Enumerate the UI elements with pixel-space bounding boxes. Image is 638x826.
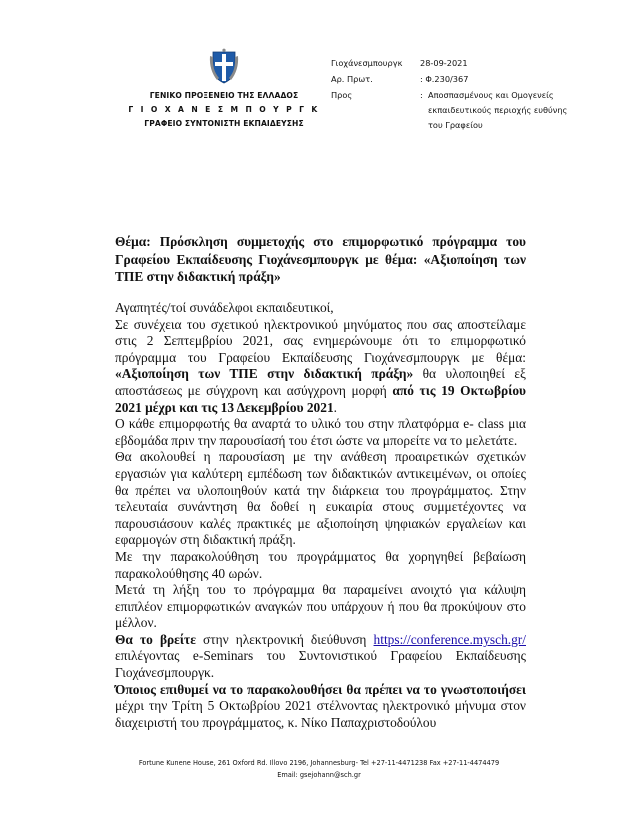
paragraph-availability: Μετά τη λήξη του το πρόγραμμα θα παραμείνει ανοιχτό για κάλυψη επιπλέον επιμορφωτικών αναγκών που υπάρχουν ή που θα προκύψουν στο μέλλον. [115, 582, 526, 631]
footer-address: Fortune Kunene House, 261 Oxford Rd. Illovo 2196, Johannesburg- Tel +27-11-4471238 Fax +27-11-4474479 [138, 759, 500, 767]
paragraph-eclass: Ο κάθε επιμορφωτής θα αναρτά το υλικό του στην πλατφόρμα e- class μια εβδομάδα πριν την παρουσίασή του έτσι ώστε να μπορείτε να το μελετάτε. [115, 416, 526, 448]
recipient-label: Προς [331, 90, 353, 100]
recipient-colon: : [420, 90, 423, 100]
issuer-office: ΓΡΑΦΕΙΟ ΣΥΝΤΟΝΙΣΤΗ ΕΚΠΑΙΔΕΥΣΗΣ [144, 119, 304, 128]
issuer-city: Γ Ι Ο Χ Α Ν Ε Σ Μ Π Ο Υ Ρ Γ Κ [128, 105, 320, 114]
conference-link[interactable]: https://conference.mysch.gr/ [373, 631, 526, 647]
letter-date: 28-09-2021 [420, 58, 468, 68]
place-label: Γιοχάνεσμπουργκ [331, 58, 403, 68]
greek-coat-of-arms-icon [209, 48, 239, 86]
access-text: στην ηλεκτρονική διεύθυνση [195, 631, 374, 647]
subject-line: Θέμα: Πρόσκληση συμμετοχής στο επιμορφωτικό πρόγραμμα του Γραφείου Εκπαίδευσης Γιοχάνεσμπουργκ με θέμα: «Αξιοποίηση των ΤΠΕ στην διδακτική πράξη» [115, 234, 526, 284]
access-lead: Θα το βρείτε [115, 631, 196, 647]
issuer-block [118, 89, 330, 131]
paragraph-certificate: Με την παρακολούθηση του προγράμματος θα χορηγηθεί βεβαίωση παρακολούθησης 40 ωρών. [115, 548, 526, 581]
protocol-label: Αρ. Πρωτ. [331, 74, 373, 84]
announcement-text: Σε συνέχεια του σχετικού ηλεκτρονικού μηνύματος που σας αποστείλαμε στις 2 Σεπτεμβρίου 2021, σας ενημερώνουμε ότι το επιμορφωτικό πρόγραμμα του Γραφείου Εκπαίδευσης Γιοχάνεσμπουργκ με θέμα: [115, 316, 526, 365]
paragraph-registration [115, 682, 526, 732]
announcement-end: . [333, 399, 338, 415]
announcement-mode: θα υλοποιηθεί εξ αποστάσεως με σύγχρονη και ασύγχρονη μορφή [115, 366, 526, 398]
recipients: Αποσπασμένους και Ομογενείς εκπαιδευτικούς περιοχής ευθύνης του Γραφείου [428, 90, 568, 130]
access-text-end: επιλέγοντας e-Seminars του Συντονιστικού Γραφείου Εκπαίδευσης Γιοχάνεσμπουργκ. [115, 648, 526, 681]
greeting: Αγαπητές/τοί συνάδελφοι εκπαιδευτικοί, [115, 300, 334, 315]
program-title: «Αξιοποίηση των ΤΠΕ στην διδακτική πράξη» [115, 366, 414, 382]
letter-body [115, 300, 526, 731]
paragraph-access [115, 632, 526, 682]
registration-lead: Όποιος επιθυμεί να το παρακολουθήσει θα πρέπει να το γνωστοποιήσει [115, 681, 526, 697]
paragraph-presentation: Θα ακολουθεί η παρουσίαση με την ανάθεση προαιρετικών σχετικών εργασιών για καλύτερη εμπέδωση των διδακτικών αντικειμένων, οι οποίες θα πρέπει να υλοποιηθούν κατά την διάρκεια του προγράμματος. Στην τελευταία συνάντηση θα δοθεί η ευκαιρία στους συμμετέχοντες να παρουσιάσουν καλές πρακτικές με αξιοποίηση ψηφιακών εργαλείων και εφαρμογών στη διδακτική πράξη. [115, 449, 526, 548]
footer-email: Email: gsejohann@sch.gr [277, 771, 361, 779]
letter-footer [0, 757, 638, 781]
registration-text: μέχρι την Τρίτη 5 Οκτωβρίου 2021 στέλνοντας ηλεκτρονικό μήνυμα στον διαχειριστή του προγράμματος, κ. Νίκο Παπαχριστοδούλου [115, 698, 526, 730]
issuer-consulate: ΓΕΝΙΚΟ ΠΡΟΞΕΝΕΙΟ ΤΗΣ ΕΛΛΑΔΟΣ [149, 91, 299, 100]
protocol-number: : Φ.230/367 [420, 74, 469, 84]
program-dates: από τις 19 Οκτωβρίου 2021 μέχρι και τις 13 Δεκεμβρίου 2021 [115, 382, 526, 415]
paragraph-announcement [115, 317, 526, 417]
